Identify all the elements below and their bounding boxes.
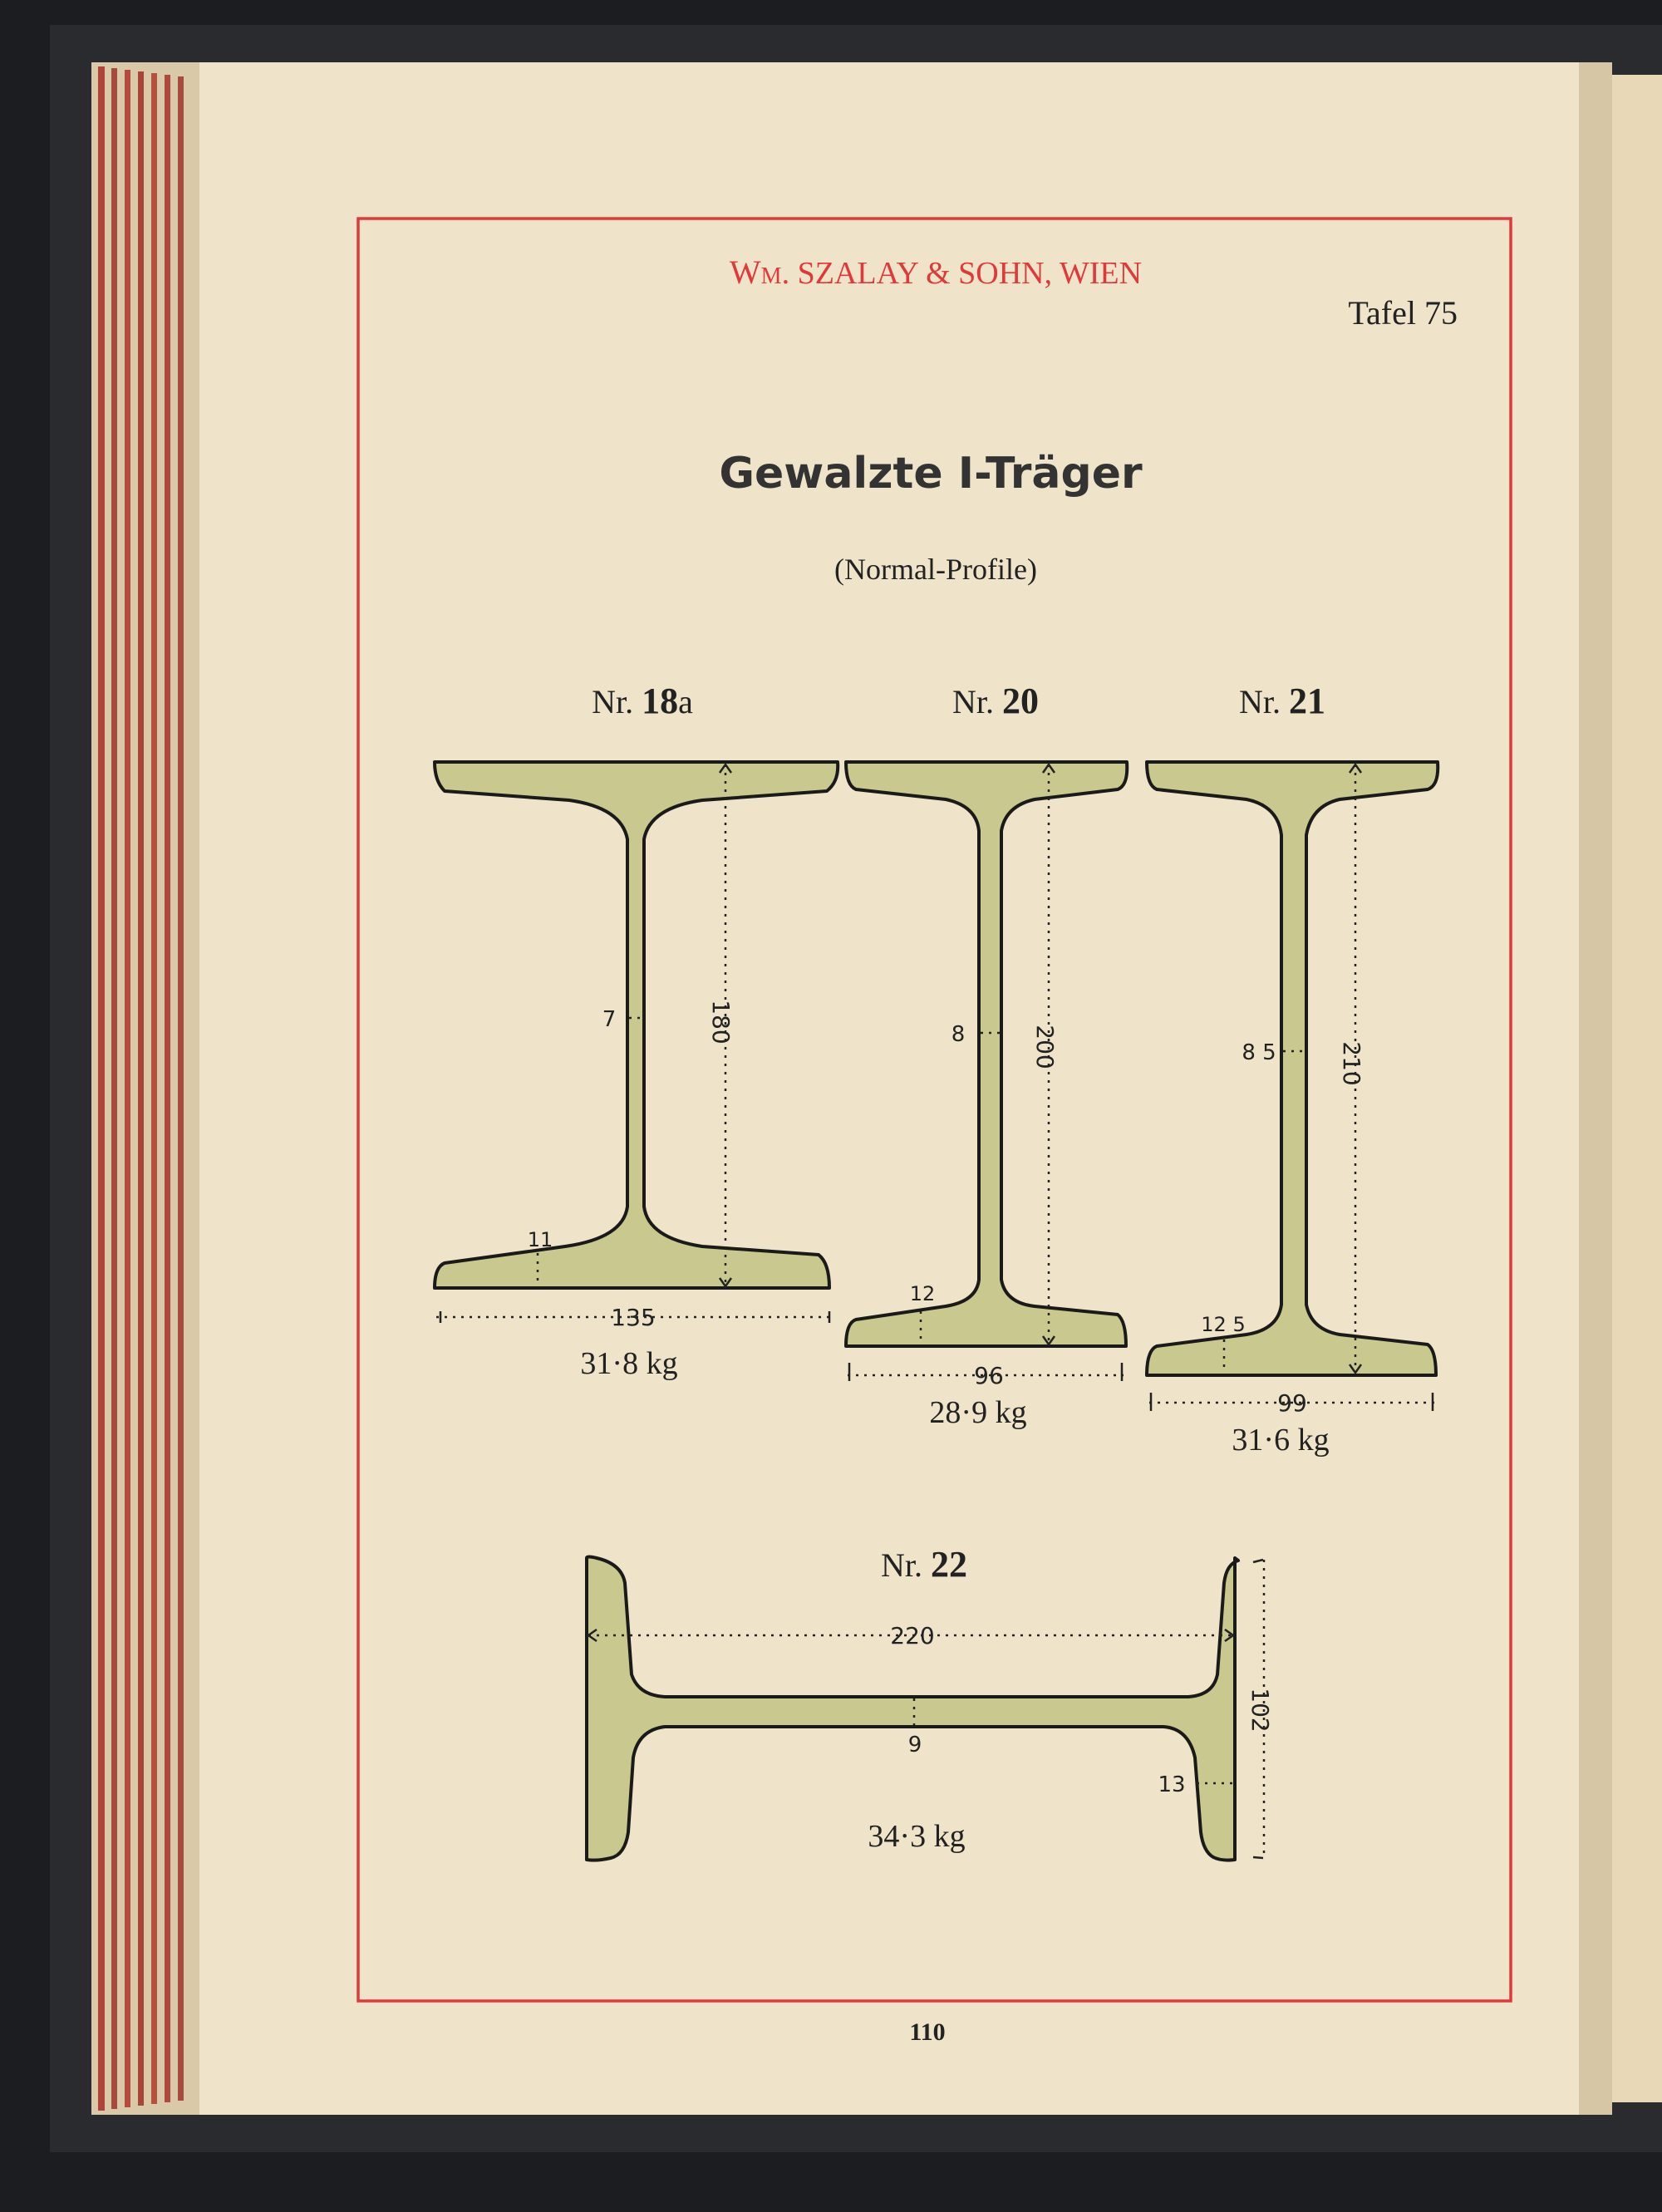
gutter-shadow: [1579, 62, 1612, 2115]
page-subtitle: (Normal-Profile): [834, 553, 1037, 586]
weight-label: 31·6 kg: [1232, 1423, 1330, 1457]
weight-label: 34·3 kg: [868, 1819, 966, 1854]
height-dimension: 210: [1338, 1041, 1365, 1086]
width-dimension: 96: [974, 1362, 1004, 1389]
profile-label: Nr. 18a: [592, 681, 693, 721]
flange-thickness: 11: [527, 1228, 553, 1251]
page-edges: [91, 62, 208, 2115]
web-thickness: 8: [951, 1022, 966, 1047]
page-title: Gewalzte I-Träger: [719, 449, 1143, 499]
weight-label: 28·9 kg: [929, 1395, 1027, 1430]
web-thickness: 7: [602, 1007, 617, 1032]
facing-page: [1612, 75, 1662, 2102]
profile-label: Nr. 21: [1239, 681, 1325, 721]
width-dimension: 135: [611, 1304, 656, 1331]
width-dimension: 102: [1246, 1688, 1274, 1733]
web-thickness: 9: [907, 1733, 922, 1757]
height-dimension: 180: [707, 1000, 735, 1045]
weight-label: 31·8 kg: [580, 1346, 678, 1381]
height-dimension: 220: [890, 1622, 935, 1649]
flange-thickness: 13: [1158, 1772, 1186, 1797]
web-thickness: 8 5: [1242, 1040, 1276, 1065]
firm-name: WM. SZALAY & SOHN, WIEN: [729, 253, 1143, 291]
flange-thickness: 12 5: [1201, 1313, 1246, 1336]
profile-label: Nr. 22: [881, 1544, 967, 1585]
plate-number: Tafel 75: [1348, 294, 1458, 332]
width-dimension: 99: [1277, 1389, 1307, 1417]
height-dimension: 200: [1031, 1025, 1059, 1069]
profile-label: Nr. 20: [952, 681, 1039, 721]
page-number: 110: [909, 2018, 946, 2046]
page: [199, 62, 1612, 2115]
flange-thickness: 12: [909, 1282, 936, 1305]
